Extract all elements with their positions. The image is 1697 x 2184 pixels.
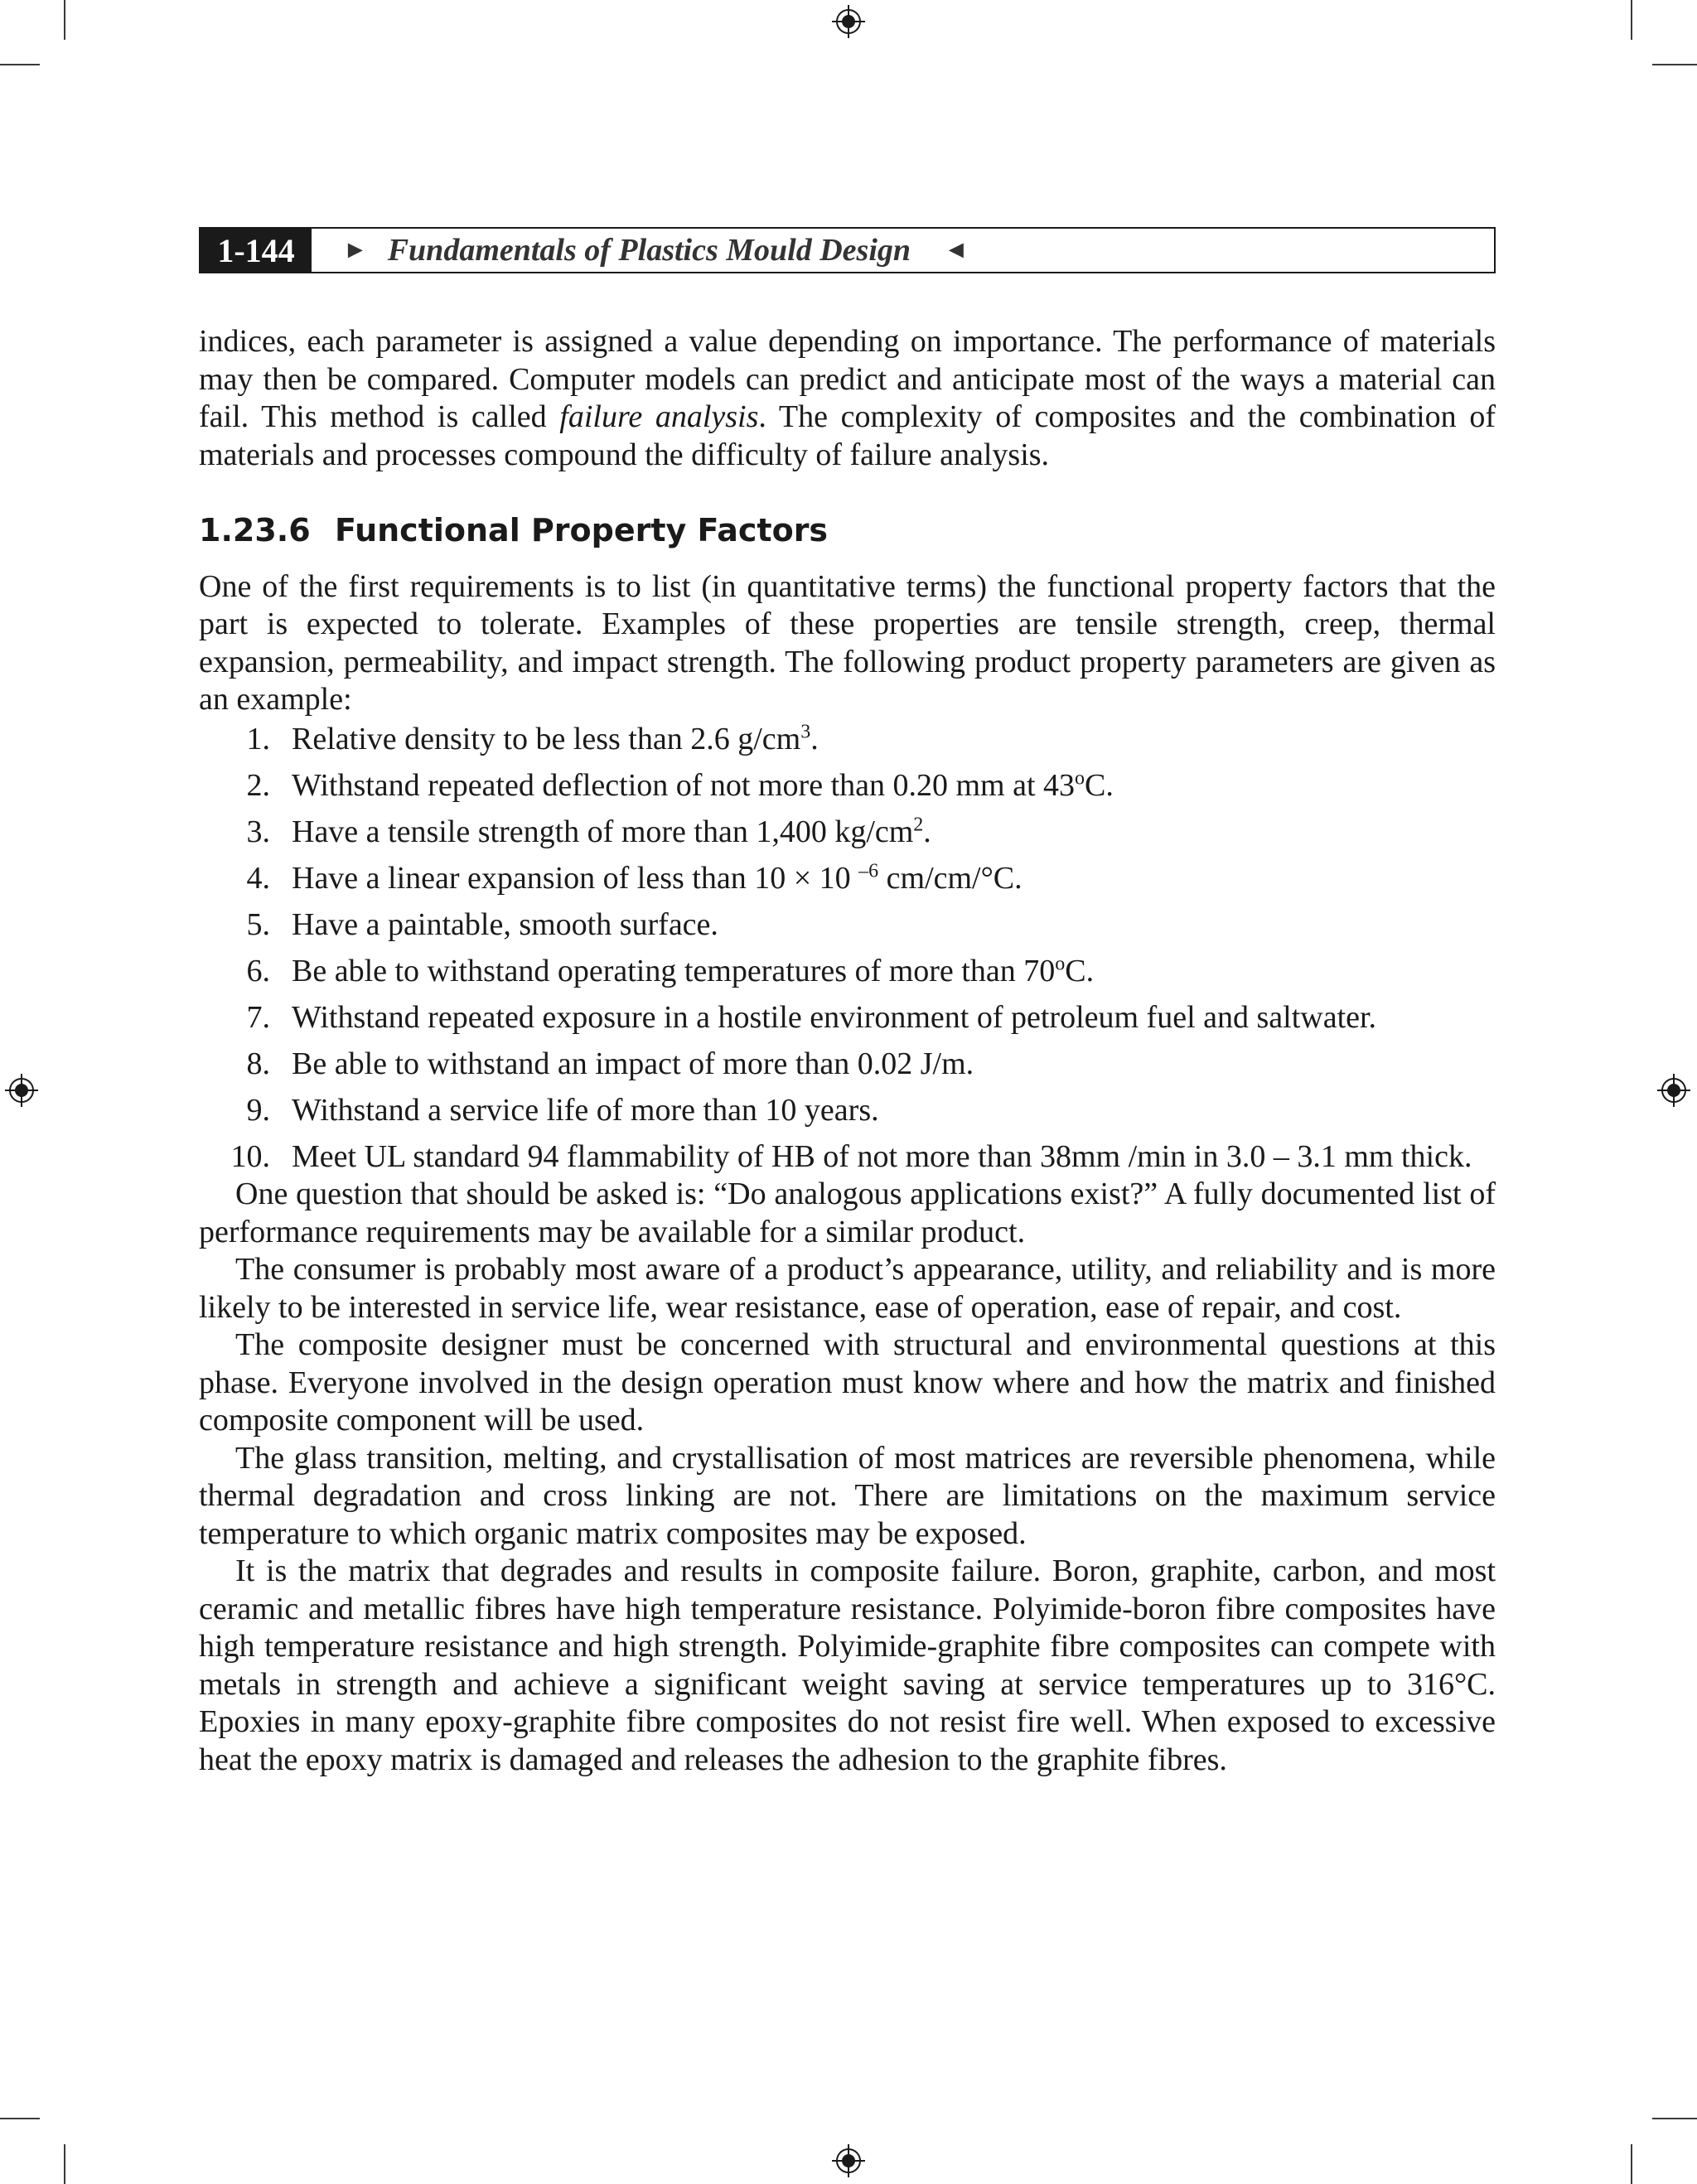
list-item-number: 7. xyxy=(246,999,270,1035)
page-body xyxy=(199,323,1496,1779)
crop-mark-top-right-vertical xyxy=(1631,0,1632,40)
list-item xyxy=(199,767,1496,805)
list-item xyxy=(199,953,1496,991)
list-item-text xyxy=(292,814,1496,852)
list-item-superscript: o xyxy=(1055,952,1066,974)
list-item xyxy=(199,1092,1496,1130)
body-paragraph: It is the matrix that degrades and results in composite failure. Boron, graphite, carbon, and most ceramic and metallic fibres have high temperature resistance. Polyimide-boron fibre composites have high temperature resistance and high strength. Polyimide-graphite fibre composites can compete with metals in strength and achieve a significant weight saving at service temperatures up to 316°C. Epoxies in many epoxy-graphite fibre composites do not resist fire well. When exposed to excessive heat the epoxy matrix is damaged and releases the adhesion to the graphite fibres. xyxy=(199,1553,1496,1777)
list-item xyxy=(199,1138,1496,1177)
crop-mark-bottom-left-horizontal xyxy=(0,2118,40,2119)
list-item-main: Be able to withstand operating temperatures of more than 70 xyxy=(292,953,1056,988)
list-item-main: Have a paintable, smooth surface. xyxy=(292,906,718,942)
list-item-text xyxy=(292,767,1496,805)
list-item xyxy=(199,860,1496,898)
list-item-text xyxy=(292,953,1496,991)
list-item-suffix: . xyxy=(810,721,819,756)
list-item-main: Withstand a service life of more than 10 years. xyxy=(292,1092,879,1128)
list-item-main: Have a linear expansion of less than 10 × 10 xyxy=(292,860,859,896)
list-item xyxy=(199,906,1496,945)
list-item-number: 1. xyxy=(246,721,270,756)
body-paragraph: The glass transition, melting, and crystallisation of most matrices are reversible phenomena, while thermal degradation and cross linking are not. There are limitations on the maximum service temperature to which organic matrix composites may be exposed. xyxy=(199,1440,1496,1551)
list-item-number: 4. xyxy=(246,860,270,896)
list-item-superscript: 2 xyxy=(913,813,924,835)
list-item-number: 2. xyxy=(246,767,270,803)
list-item-number: 8. xyxy=(246,1046,270,1081)
registration-mark-left-icon xyxy=(5,1074,38,1107)
list-item-text xyxy=(292,721,1496,759)
crop-mark-top-right-horizontal xyxy=(1652,64,1697,65)
section-heading xyxy=(199,512,1496,550)
list-item-superscript: –6 xyxy=(858,859,879,882)
crop-mark-top-left-horizontal xyxy=(0,64,40,65)
list-item-number: 9. xyxy=(246,1092,270,1128)
intro-paragraph xyxy=(199,323,1496,474)
crop-mark-top-left-vertical xyxy=(64,0,65,40)
intro-text-end: . The complexity of composites and the combination of materials and processes compound the difficulty of failure analysis. xyxy=(199,399,1496,472)
book-title: Fundamentals of Plastics Mould Design xyxy=(387,233,911,268)
list-item-main: Relative density to be less than 2.6 g/cm xyxy=(292,721,801,756)
list-item xyxy=(199,814,1496,852)
running-header xyxy=(199,227,1496,273)
registration-mark-top-icon xyxy=(832,5,865,38)
list-item xyxy=(199,999,1496,1037)
body-paragraph: The consumer is probably most aware of a product’s appearance, utility, and reliability and is more likely to be interested in service life, wear resistance, ease of operation, ease of repair, and cost. xyxy=(199,1252,1496,1325)
list-item-text xyxy=(292,1138,1496,1177)
list-item-number: 3. xyxy=(246,814,270,849)
list-item-number: 10. xyxy=(230,1138,270,1174)
section-number: 1.23.6 xyxy=(199,512,311,548)
section-intro-paragraph: One of the first requirements is to list (in quantitative terms) the functional property factors that the part is expected to tolerate. Examples of these properties are tensile strength, creep, thermal expansion, permeability, and impact strength. The following product property parameters are given as an example: xyxy=(199,568,1496,717)
crop-mark-bottom-right-vertical xyxy=(1631,2144,1632,2184)
requirements-list xyxy=(199,721,1496,1177)
page-number: 1-144 xyxy=(201,229,312,272)
list-item-suffix: cm/cm/°C. xyxy=(878,860,1023,896)
list-item-main: Meet UL standard 94 flammability of HB of not more than 38mm /min in 3.0 – 3.1 mm thick. xyxy=(292,1138,1472,1174)
intro-italic-term: failure analysis xyxy=(559,399,759,434)
registration-mark-right-icon xyxy=(1657,1074,1690,1107)
list-item-number: 5. xyxy=(246,906,270,942)
list-item-main: Withstand repeated exposure in a hostile environment of petroleum fuel and saltwater. xyxy=(292,999,1377,1035)
registration-mark-bottom-icon xyxy=(832,2144,865,2177)
arrow-left-icon: ◄ xyxy=(944,236,969,263)
list-item-number: 6. xyxy=(246,953,270,988)
crop-mark-bottom-right-horizontal xyxy=(1652,2118,1697,2119)
list-item-suffix: . xyxy=(923,814,931,849)
list-item-superscript: 3 xyxy=(800,720,811,742)
list-item-suffix: C. xyxy=(1065,953,1095,988)
list-item-text xyxy=(292,1046,1496,1084)
list-item-superscript: o xyxy=(1075,766,1085,789)
list-item-main: Be able to withstand an impact of more than 0.02 J/m. xyxy=(292,1046,974,1081)
list-item xyxy=(199,721,1496,759)
list-item-text xyxy=(292,1092,1496,1130)
list-item-text xyxy=(292,906,1496,945)
body-paragraph: The composite designer must be concerned with structural and environmental questions at this phase. Everyone involved in the design operation must know where and how the matrix and finished composite component will be used. xyxy=(199,1327,1496,1437)
list-item-main: Have a tensile strength of more than 1,400 kg/cm xyxy=(292,814,914,849)
intro-text-start: indices, each parameter is assigned a value depending on importance. The performance of materials may then be compared. Computer models can predict and anticipate most of the ways a material can fail. This method is called xyxy=(199,324,1496,434)
arrow-right-icon: ► xyxy=(343,236,368,263)
section-title: Functional Property Factors xyxy=(335,512,829,548)
list-item-text xyxy=(292,860,1496,898)
body-paragraph: One question that should be asked is: “Do analogous applications exist?” A fully documented list of performance requirements may be available for a similar product. xyxy=(199,1177,1496,1249)
crop-mark-bottom-left-vertical xyxy=(64,2144,65,2184)
list-item-text xyxy=(292,999,1496,1037)
list-item-suffix: C. xyxy=(1085,767,1114,803)
list-item-main: Withstand repeated deflection of not more than 0.20 mm at 43 xyxy=(292,767,1076,803)
list-item xyxy=(199,1046,1496,1084)
